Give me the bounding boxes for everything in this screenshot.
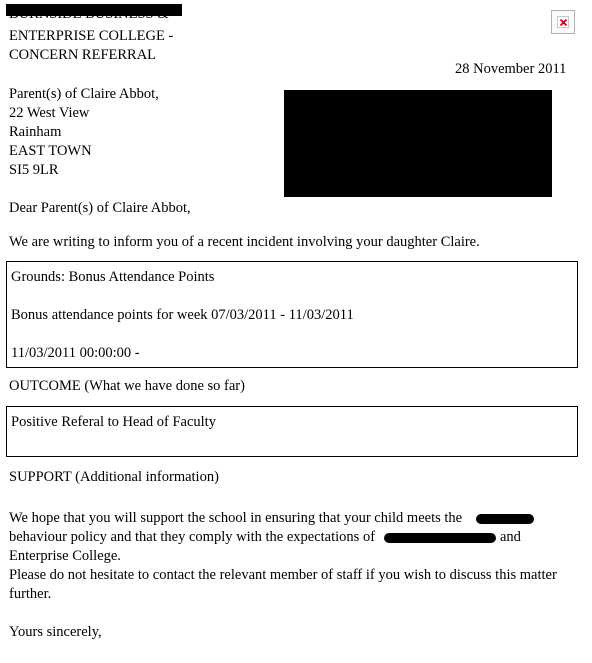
- outcome-text: Positive Referal to Head of Faculty: [11, 414, 216, 430]
- redaction-bar: [6, 4, 182, 16]
- closing: Yours sincerely,: [9, 624, 102, 640]
- redaction-block: [284, 90, 552, 197]
- address-line-4: EAST TOWN: [9, 143, 92, 159]
- support-line-4: Please do not hesitate to contact the relevant member of staff if you wish to discuss this matter: [9, 567, 557, 583]
- letter-date: 28 November 2011: [455, 61, 567, 77]
- support-line-2b: and: [500, 529, 521, 545]
- outcome-heading: OUTCOME (What we have done so far): [9, 378, 245, 394]
- redaction-bar: [384, 533, 496, 543]
- broken-image-icon: [551, 10, 575, 34]
- intro-text: We are writing to inform you of a recent incident involving your daughter Claire.: [9, 234, 480, 250]
- grounds-description: Bonus attendance points for week 07/03/2011 - 11/03/2011: [11, 307, 354, 323]
- support-line-2a: behaviour policy and that they comply with the expectations of: [9, 529, 376, 545]
- redaction-bar: [476, 514, 534, 524]
- address-line-1: Parent(s) of Claire Abbot,: [9, 86, 159, 102]
- support-line-5: further.: [9, 586, 52, 602]
- support-line-1: We hope that you will support the school in ensuring that your child meets the: [9, 510, 463, 526]
- address-line-2: 22 West View: [9, 105, 90, 121]
- outcome-box: [6, 406, 578, 457]
- support-heading: SUPPORT (Additional information): [9, 469, 219, 485]
- grounds-timestamp: 11/03/2011 00:00:00 -: [11, 345, 140, 361]
- grounds-box: [6, 261, 578, 368]
- grounds-label: Grounds: Bonus Attendance Points: [11, 269, 215, 285]
- support-line-3: Enterprise College.: [9, 548, 121, 564]
- salutation: Dear Parent(s) of Claire Abbot,: [9, 200, 191, 216]
- college-name-line2: ENTERPRISE COLLEGE -: [9, 28, 174, 44]
- letter-title: CONCERN REFERRAL: [9, 47, 157, 63]
- address-line-3: Rainham: [9, 124, 62, 140]
- address-line-5: SI5 9LR: [9, 162, 59, 178]
